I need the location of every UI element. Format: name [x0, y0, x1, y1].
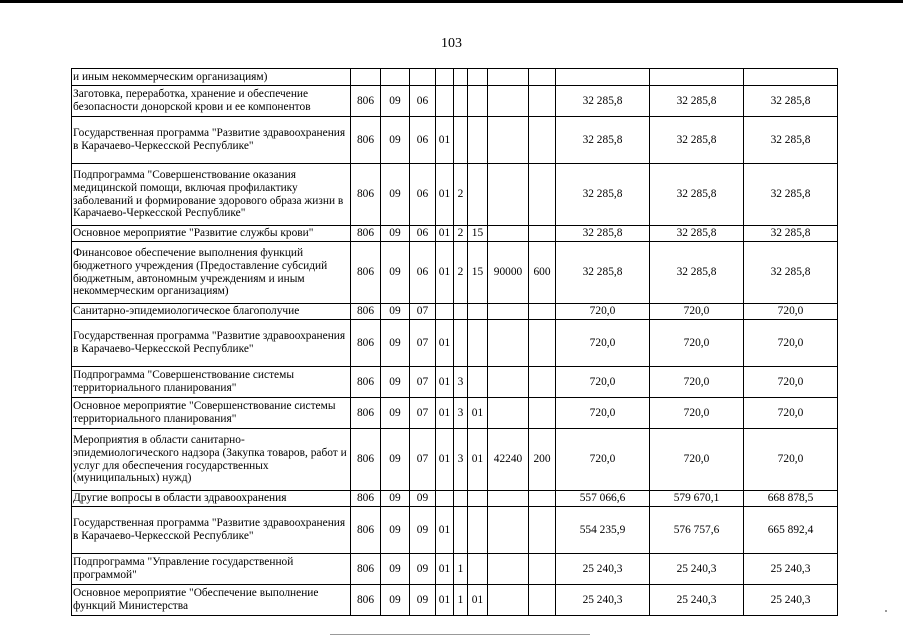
code-admin: 806 — [351, 429, 381, 491]
code-admin: 806 — [351, 585, 381, 616]
code-section: 09 — [381, 117, 410, 164]
code-program — [436, 69, 454, 86]
code-direction — [488, 491, 529, 507]
table-row — [72, 117, 838, 164]
code-measure — [468, 507, 488, 554]
code-admin: 806 — [351, 554, 381, 585]
amount-year-1: 720,0 — [556, 429, 650, 491]
row-name: Государственная программа "Развитие здравоохранения в Карачаево-Черкесской Республике" — [72, 117, 351, 164]
code-subprogram — [454, 320, 468, 367]
amount-year-2: 32 285,8 — [650, 164, 744, 226]
code-direction: 90000 — [488, 242, 529, 304]
code-expense-type — [529, 320, 556, 367]
code-subsection: 09 — [410, 585, 436, 616]
code-measure — [468, 491, 488, 507]
code-section: 09 — [381, 320, 410, 367]
code-subsection: 09 — [410, 507, 436, 554]
code-admin: 806 — [351, 507, 381, 554]
code-program — [436, 491, 454, 507]
table-row — [72, 398, 838, 429]
code-subsection: 09 — [410, 554, 436, 585]
row-name: Государственная программа "Развитие здравоохранения в Карачаево-Черкесской Республике" — [72, 320, 351, 367]
table-row — [72, 367, 838, 398]
table-row — [72, 554, 838, 585]
code-program: 01 — [436, 367, 454, 398]
code-expense-type: 200 — [529, 429, 556, 491]
code-measure — [468, 164, 488, 226]
amount-year-3: 720,0 — [744, 367, 838, 398]
amount-year-1: 720,0 — [556, 320, 650, 367]
code-program: 01 — [436, 117, 454, 164]
code-section: 09 — [381, 507, 410, 554]
amount-year-1: 32 285,8 — [556, 242, 650, 304]
code-section: 09 — [381, 367, 410, 398]
code-subsection: 06 — [410, 226, 436, 242]
table-body — [72, 69, 838, 616]
code-subsection — [410, 69, 436, 86]
code-direction — [488, 117, 529, 164]
code-program: 01 — [436, 242, 454, 304]
code-subsection: 06 — [410, 86, 436, 117]
code-expense-type — [529, 398, 556, 429]
amount-year-2: 579 670,1 — [650, 491, 744, 507]
code-program: 01 — [436, 585, 454, 616]
code-section: 09 — [381, 398, 410, 429]
amount-year-2: 720,0 — [650, 367, 744, 398]
code-direction — [488, 86, 529, 117]
code-expense-type — [529, 226, 556, 242]
code-program: 01 — [436, 429, 454, 491]
code-subsection: 09 — [410, 491, 436, 507]
code-admin: 806 — [351, 164, 381, 226]
amount-year-1: 32 285,8 — [556, 86, 650, 117]
code-expense-type — [529, 585, 556, 616]
code-section: 09 — [381, 304, 410, 320]
row-name: Подпрограмма "Совершенствование оказания медицинской помощи, включая профилактику заболеваний и формирование здорового образа жизни в Карачаево-Черкесской Республике" — [72, 164, 351, 226]
code-measure — [468, 320, 488, 367]
amount-year-2: 720,0 — [650, 320, 744, 367]
code-subprogram: 1 — [454, 585, 468, 616]
amount-year-3: 720,0 — [744, 304, 838, 320]
code-admin: 806 — [351, 320, 381, 367]
amount-year-3: 668 878,5 — [744, 491, 838, 507]
code-section: 09 — [381, 585, 410, 616]
code-program — [436, 304, 454, 320]
code-subsection: 07 — [410, 398, 436, 429]
code-measure: 01 — [468, 585, 488, 616]
code-expense-type — [529, 491, 556, 507]
code-program: 01 — [436, 554, 454, 585]
amount-year-3: 32 285,8 — [744, 164, 838, 226]
table-row — [72, 164, 838, 226]
code-measure: 01 — [468, 429, 488, 491]
amount-year-2: 32 285,8 — [650, 117, 744, 164]
page-number: 103 — [441, 36, 462, 51]
code-expense-type — [529, 164, 556, 226]
code-measure: 15 — [468, 226, 488, 242]
code-expense-type: 600 — [529, 242, 556, 304]
amount-year-1: 557 066,6 — [556, 491, 650, 507]
table-row — [72, 507, 838, 554]
amount-year-3: 25 240,3 — [744, 585, 838, 616]
code-subprogram — [454, 491, 468, 507]
amount-year-3: 665 892,4 — [744, 507, 838, 554]
code-subprogram: 2 — [454, 164, 468, 226]
code-program: 01 — [436, 226, 454, 242]
code-subprogram — [454, 304, 468, 320]
row-name: и иным некоммерческим организациям) — [72, 69, 351, 86]
amount-year-2: 720,0 — [650, 398, 744, 429]
row-name: Основное мероприятие "Развитие службы крови" — [72, 226, 351, 242]
amount-year-3: 720,0 — [744, 320, 838, 367]
code-direction: 42240 — [488, 429, 529, 491]
code-admin — [351, 69, 381, 86]
amount-year-3: 720,0 — [744, 429, 838, 491]
amount-year-2: 25 240,3 — [650, 554, 744, 585]
amount-year-2: 32 285,8 — [650, 226, 744, 242]
amount-year-1: 720,0 — [556, 398, 650, 429]
code-subsection: 07 — [410, 320, 436, 367]
code-expense-type — [529, 304, 556, 320]
table-row — [72, 585, 838, 616]
code-subprogram: 3 — [454, 367, 468, 398]
code-expense-type — [529, 367, 556, 398]
amount-year-1: 720,0 — [556, 367, 650, 398]
code-measure — [468, 86, 488, 117]
code-expense-type — [529, 554, 556, 585]
code-measure — [468, 367, 488, 398]
code-expense-type — [529, 507, 556, 554]
code-direction — [488, 398, 529, 429]
code-expense-type — [529, 86, 556, 117]
code-direction — [488, 554, 529, 585]
code-measure: 15 — [468, 242, 488, 304]
code-direction — [488, 507, 529, 554]
row-name: Финансовое обеспечение выполнения функций бюджетного учреждения (Предоставление субсидий бюджетным, автономным учреждениям и иным некоммерческим организациям) — [72, 242, 351, 304]
code-measure — [468, 304, 488, 320]
table-row — [72, 69, 838, 86]
code-subprogram: 2 — [454, 226, 468, 242]
table-row — [72, 429, 838, 491]
code-expense-type — [529, 69, 556, 86]
amount-year-1: 720,0 — [556, 304, 650, 320]
code-program — [436, 86, 454, 117]
code-direction — [488, 226, 529, 242]
code-admin: 806 — [351, 226, 381, 242]
code-admin: 806 — [351, 304, 381, 320]
table-row — [72, 304, 838, 320]
scan-mark — [885, 610, 887, 612]
amount-year-1: 32 285,8 — [556, 117, 650, 164]
code-admin: 806 — [351, 117, 381, 164]
code-subsection: 07 — [410, 304, 436, 320]
row-name: Заготовка, переработка, хранение и обеспечение безопасности донорской крови и ее компонентов — [72, 86, 351, 117]
amount-year-1: 25 240,3 — [556, 585, 650, 616]
code-measure: 01 — [468, 398, 488, 429]
row-name: Мероприятия в области санитарно-эпидемиологического надзора (Закупка товаров, работ и услуг для обеспечения государственных (муниципальных) нужд) — [72, 429, 351, 491]
code-section: 09 — [381, 429, 410, 491]
amount-year-2: 720,0 — [650, 304, 744, 320]
top-rule — [0, 0, 903, 3]
code-subsection: 06 — [410, 164, 436, 226]
row-name: Санитарно-эпидемиологическое благополучие — [72, 304, 351, 320]
amount-year-3: 720,0 — [744, 398, 838, 429]
row-name: Подпрограмма "Совершенствование системы территориального планирования" — [72, 367, 351, 398]
code-subprogram — [454, 117, 468, 164]
code-program: 01 — [436, 320, 454, 367]
amount-year-3: 32 285,8 — [744, 226, 838, 242]
amount-year-1: 554 235,9 — [556, 507, 650, 554]
code-subprogram — [454, 86, 468, 117]
code-admin: 806 — [351, 367, 381, 398]
row-name: Другие вопросы в области здравоохранения — [72, 491, 351, 507]
row-name: Государственная программа "Развитие здравоохранения в Карачаево-Черкесской Республике" — [72, 507, 351, 554]
code-subprogram: 3 — [454, 429, 468, 491]
code-direction — [488, 367, 529, 398]
amount-year-2: 25 240,3 — [650, 585, 744, 616]
amount-year-3: 32 285,8 — [744, 242, 838, 304]
amount-year-1: 32 285,8 — [556, 164, 650, 226]
code-subprogram: 1 — [454, 554, 468, 585]
code-admin: 806 — [351, 86, 381, 117]
amount-year-3: 25 240,3 — [744, 554, 838, 585]
table-row — [72, 320, 838, 367]
code-subsection: 06 — [410, 242, 436, 304]
code-admin: 806 — [351, 491, 381, 507]
code-program: 01 — [436, 507, 454, 554]
amount-year-3: 32 285,8 — [744, 86, 838, 117]
code-section: 09 — [381, 554, 410, 585]
row-name: Основное мероприятие "Обеспечение выполнение функций Министерства — [72, 585, 351, 616]
footer-rule — [330, 634, 590, 635]
table-row — [72, 242, 838, 304]
code-section: 09 — [381, 491, 410, 507]
code-subsection: 07 — [410, 429, 436, 491]
code-admin: 806 — [351, 398, 381, 429]
code-direction — [488, 164, 529, 226]
table-row — [72, 86, 838, 117]
amount-year-2 — [650, 69, 744, 86]
amount-year-1: 25 240,3 — [556, 554, 650, 585]
amount-year-1: 32 285,8 — [556, 226, 650, 242]
amount-year-2: 576 757,6 — [650, 507, 744, 554]
row-name: Основное мероприятие "Совершенствование системы территориального планирования" — [72, 398, 351, 429]
row-name: Подпрограмма "Управление государственной программой" — [72, 554, 351, 585]
code-section: 09 — [381, 226, 410, 242]
amount-year-2: 32 285,8 — [650, 242, 744, 304]
code-subsection: 06 — [410, 117, 436, 164]
code-section: 09 — [381, 242, 410, 304]
code-measure — [468, 69, 488, 86]
table-row — [72, 226, 838, 242]
code-direction — [488, 585, 529, 616]
code-subprogram: 2 — [454, 242, 468, 304]
amount-year-2: 32 285,8 — [650, 86, 744, 117]
code-subprogram — [454, 507, 468, 554]
code-measure — [468, 554, 488, 585]
table-row — [72, 491, 838, 507]
code-direction — [488, 69, 529, 86]
code-program: 01 — [436, 398, 454, 429]
code-admin: 806 — [351, 242, 381, 304]
code-direction — [488, 320, 529, 367]
budget-table — [71, 68, 838, 616]
code-measure — [468, 117, 488, 164]
code-subprogram: 3 — [454, 398, 468, 429]
amount-year-1 — [556, 69, 650, 86]
amount-year-3: 32 285,8 — [744, 117, 838, 164]
amount-year-2: 720,0 — [650, 429, 744, 491]
code-program: 01 — [436, 164, 454, 226]
code-section: 09 — [381, 164, 410, 226]
code-expense-type — [529, 117, 556, 164]
amount-year-3 — [744, 69, 838, 86]
code-direction — [488, 304, 529, 320]
code-section — [381, 69, 410, 86]
code-subprogram — [454, 69, 468, 86]
code-section: 09 — [381, 86, 410, 117]
code-subsection: 07 — [410, 367, 436, 398]
